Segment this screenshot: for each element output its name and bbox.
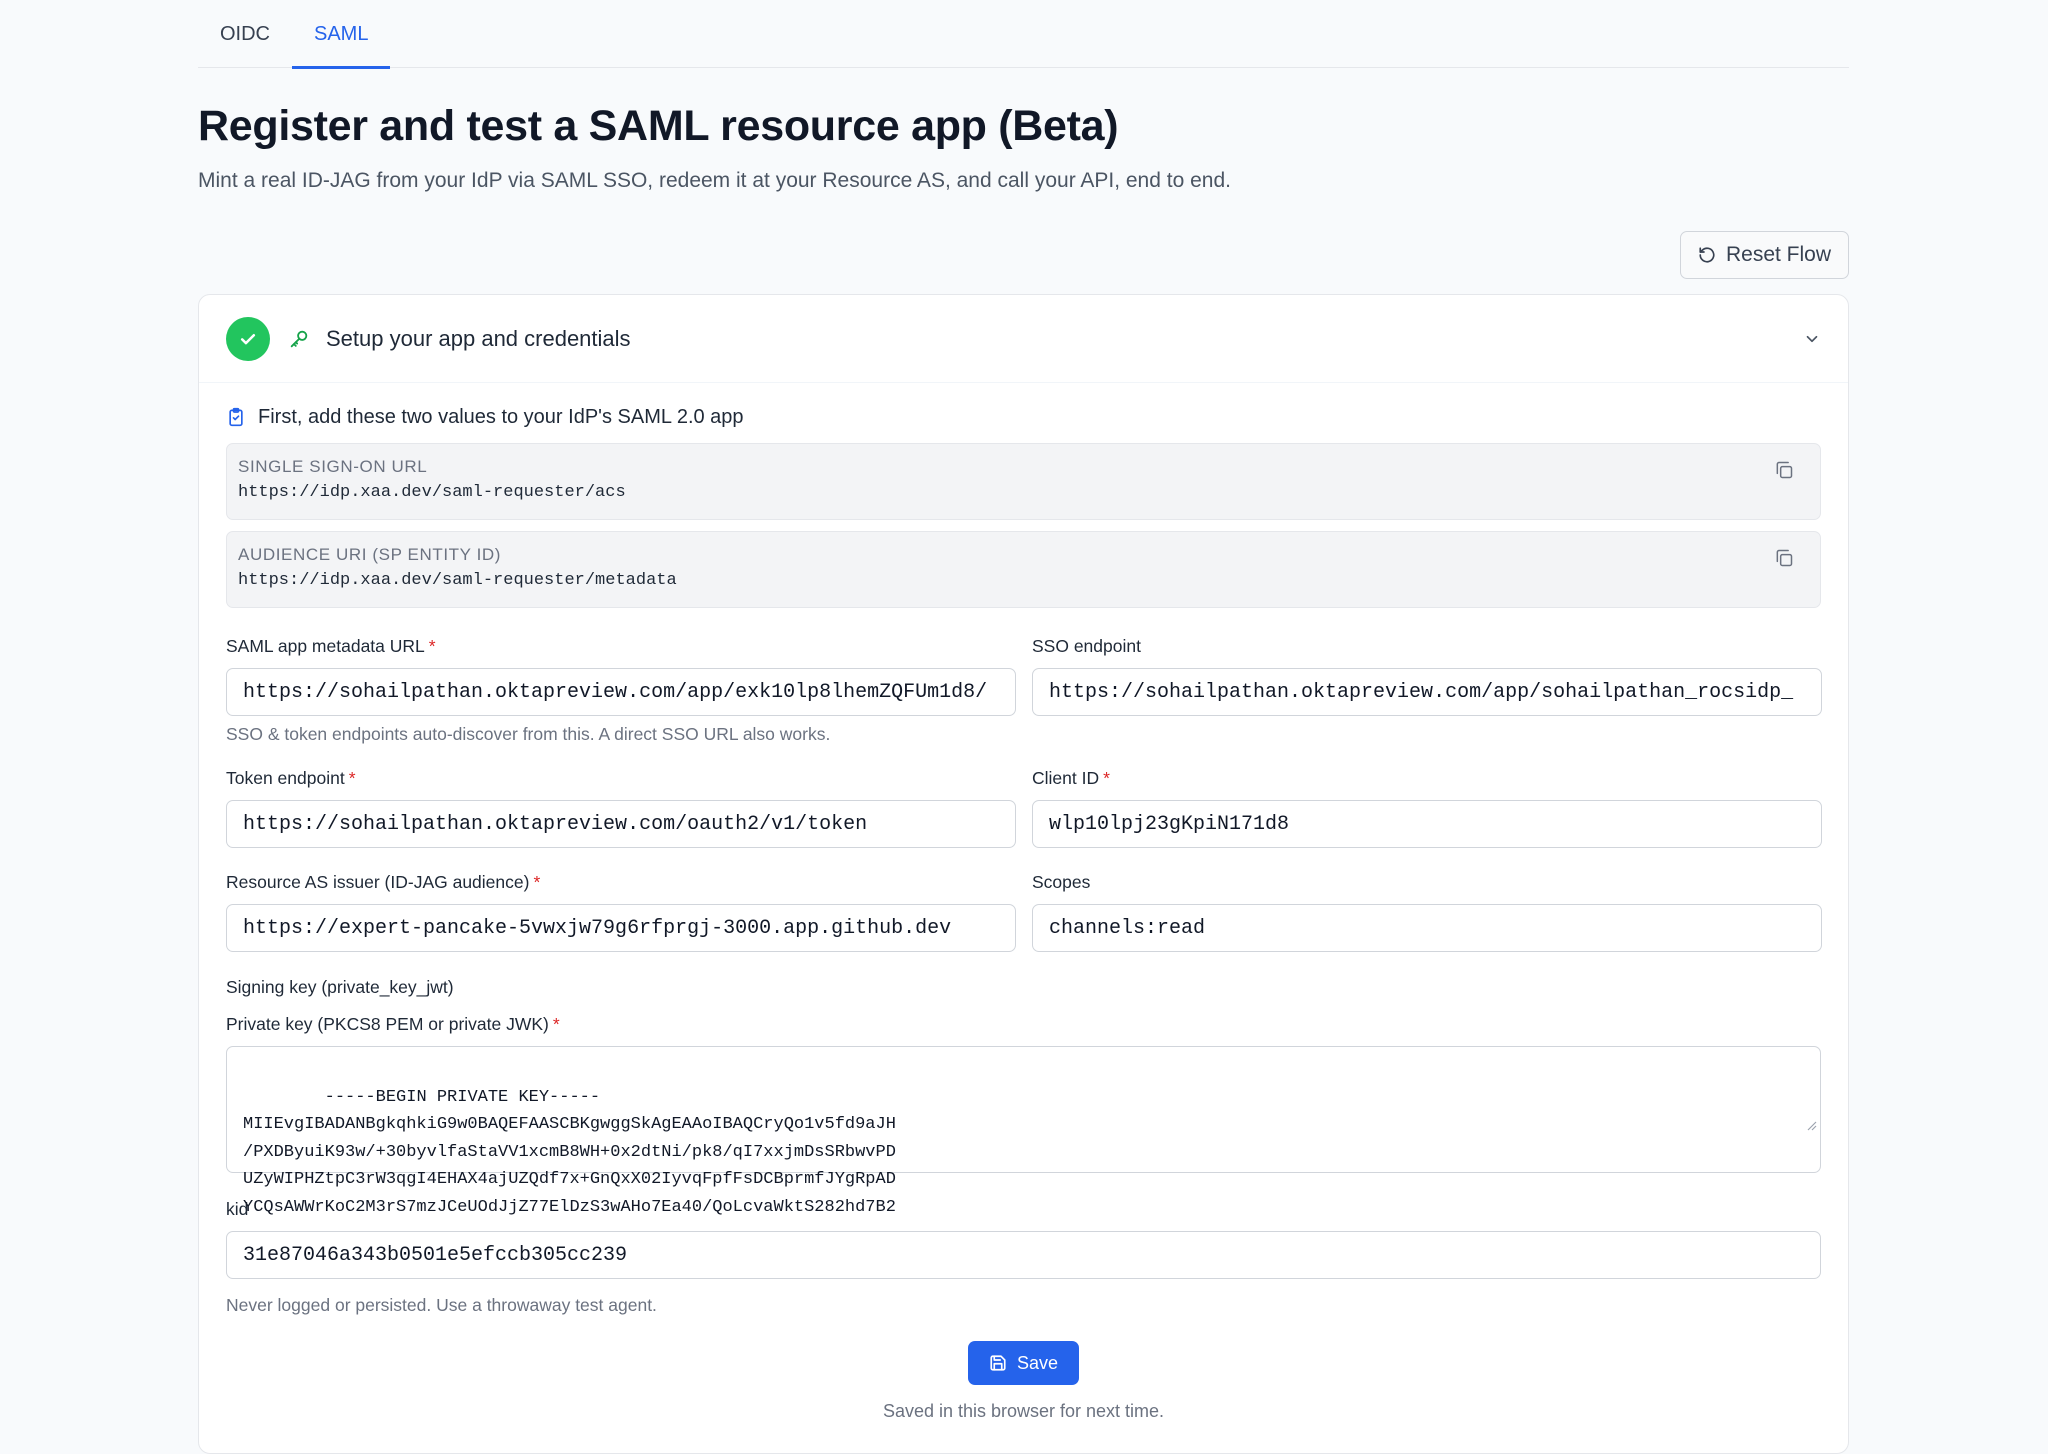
client-id-label: Client ID *	[1032, 768, 1110, 788]
save-button[interactable]	[968, 1341, 1079, 1385]
clipboard-check-icon	[226, 406, 246, 428]
page-title: Register and test a SAML resource app (Beta)	[198, 102, 1119, 150]
key-icon	[288, 328, 310, 350]
sso-url-label: SINGLE SIGN-ON URL	[238, 457, 428, 476]
kid-help: Never logged or persisted. Use a throwaway test agent.	[226, 1295, 657, 1315]
audience-uri-value: https://idp.xaa.dev/saml-requester/metadata	[238, 571, 677, 590]
setup-card-title: Setup your app and credentials	[326, 325, 631, 351]
audience-uri-label: AUDIENCE URI (SP ENTITY ID)	[238, 545, 502, 564]
setup-card-header[interactable]	[199, 295, 1848, 383]
scopes-group	[1032, 872, 1822, 952]
scopes-label: Scopes	[1032, 872, 1091, 892]
form-row-token	[226, 768, 1821, 848]
form-row-metadata	[226, 636, 1821, 745]
page-subtitle: Mint a real ID-JAG from your IdP via SAML SSO, redeem it at your Resource AS, and call your API, end to end.	[198, 169, 1231, 192]
status-check-badge	[226, 317, 270, 361]
save-section	[226, 1341, 1821, 1422]
sso-endpoint-input[interactable]: https://sohailpathan.oktapreview.com/app/sohailpathan_rocsidp_	[1032, 668, 1822, 716]
toolbar	[198, 231, 1849, 279]
page	[198, 0, 1849, 1454]
sso-endpoint-group	[1032, 636, 1822, 745]
rotate-ccw-icon	[1698, 246, 1716, 264]
resource-as-issuer-label: Resource AS issuer (ID-JAG audience) *	[226, 872, 541, 892]
reset-flow-label: Reset Flow	[1725, 243, 1831, 266]
resize-grip-icon[interactable]	[1703, 1087, 1817, 1170]
save-label: Save	[1016, 1352, 1059, 1373]
token-endpoint-label: Token endpoint *	[226, 768, 356, 788]
copy-icon[interactable]	[1774, 460, 1794, 485]
save-icon	[989, 1354, 1007, 1372]
private-key-value: -----BEGIN PRIVATE KEY----- MIIEvgIBADANBgkqhkiG9w0BAQEFAASCBKgwggSkAgEAAoIBAQCryQo1v5fd9aJH /PXDByuiK93w/+30byvlfaStaVV1xcmB8WH+0x2dtNi/pk8/qI7xxjmDsSRbwvPD UZyWIPHZtpC3rW3qgI4EHAX4ajUZQdf7x+GnQxX02IyvqFpfFsDCBprmfJYgRpAD YCQsAWWrKoC2M3rS7mzJCeUOdJjZ77ElDzS3wAHo7Ea40/QoLcvaWktS282hd7B2	[243, 1087, 896, 1217]
client-id-group	[1032, 768, 1822, 848]
tab-bar	[198, 0, 1849, 68]
metadata-url-label: SAML app metadata URL *	[226, 636, 436, 656]
chevron-down-icon[interactable]	[1803, 330, 1821, 348]
reset-flow-button[interactable]	[1680, 231, 1849, 279]
metadata-url-input[interactable]: https://sohailpathan.oktapreview.com/app/exk10lp8lhemZQFUm1d8/	[226, 668, 1016, 716]
signing-key-heading: Signing key (private_key_jwt)	[226, 977, 454, 997]
check-icon	[238, 329, 258, 349]
audience-uri-box	[226, 531, 1821, 608]
kid-input[interactable]: 31e87046a343b0501e5efccb305cc239	[226, 1231, 1821, 1279]
metadata-url-help: SSO & token endpoints auto-discover from this. A direct SSO URL also works.	[226, 724, 831, 744]
tab-oidc[interactable]: OIDC	[220, 22, 270, 45]
client-id-input[interactable]: wlp10lpj23gKpiN171d8	[1032, 800, 1822, 848]
resource-as-issuer-group	[226, 872, 1016, 952]
resource-as-issuer-input[interactable]: https://expert-pancake-5vwxjw79g6rfprgj-3000.app.github.dev	[226, 904, 1016, 952]
copy-icon[interactable]	[1774, 548, 1794, 573]
scopes-input[interactable]: channels:read	[1032, 904, 1822, 952]
token-endpoint-input[interactable]: https://sohailpathan.oktapreview.com/oauth2/v1/token	[226, 800, 1016, 848]
private-key-label: Private key (PKCS8 PEM or private JWK) *	[226, 1014, 560, 1034]
form-row-issuer	[226, 872, 1821, 952]
setup-card	[198, 294, 1849, 1454]
idp-values-heading-text: First, add these two values to your IdP's SAML 2.0 app	[258, 405, 744, 428]
sso-endpoint-label: SSO endpoint	[1032, 636, 1141, 656]
token-endpoint-group	[226, 768, 1016, 848]
save-note: Saved in this browser for next time.	[882, 1401, 1165, 1421]
tab-saml[interactable]: SAML	[292, 0, 390, 68]
sso-url-box	[226, 443, 1821, 520]
metadata-url-group	[226, 636, 1016, 745]
setup-card-body	[199, 383, 1848, 1422]
idp-values-heading	[226, 401, 1821, 433]
kid-label: kid	[226, 1199, 249, 1219]
sso-url-value: https://idp.xaa.dev/saml-requester/acs	[238, 483, 626, 502]
